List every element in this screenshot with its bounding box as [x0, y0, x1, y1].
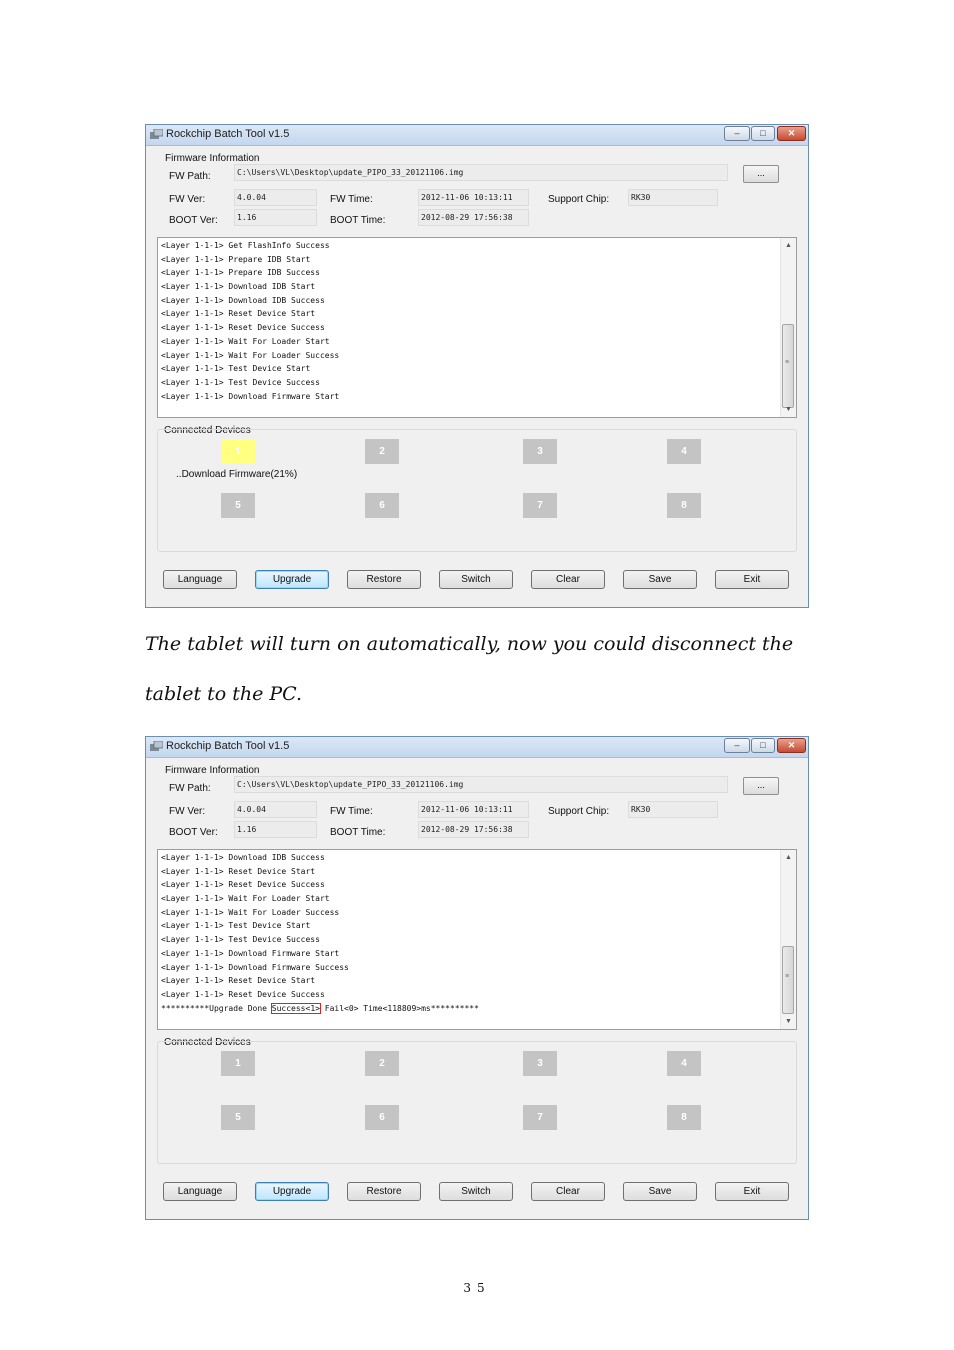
log-line: <Layer 1-1-1> Reset Device Success: [161, 880, 325, 890]
support-chip-field: RK30: [628, 801, 718, 818]
restore-button[interactable]: Restore: [347, 1182, 421, 1201]
success-count-highlight: Success<1>: [271, 1003, 320, 1013]
app-icon: [150, 741, 163, 752]
browse-button[interactable]: ...: [743, 165, 779, 183]
log-textbox[interactable]: [157, 237, 797, 418]
boot-time-label: BOOT Time:: [330, 827, 386, 838]
switch-button[interactable]: Switch: [439, 1182, 513, 1201]
window-title: Rockchip Batch Tool v1.5: [166, 740, 290, 752]
app-icon: [150, 129, 163, 140]
log-line: <Layer 1-1-1> Download Firmware Start: [161, 391, 340, 401]
restore-button[interactable]: Restore: [347, 570, 421, 589]
page-number: 35: [463, 1281, 491, 1295]
log-line: <Layer 1-1-1> Reset Device Start: [161, 309, 316, 319]
maximize-button[interactable]: □: [751, 738, 775, 753]
caption-line-1: The tablet will turn on automatically, now you could disconnect the: [145, 633, 794, 655]
support-chip-field: RK30: [628, 189, 718, 206]
device-slot-4[interactable]: 4: [667, 439, 701, 464]
title-bar: [146, 125, 808, 146]
log-line: <Layer 1-1-1> Prepare IDB Success: [161, 268, 320, 278]
window-title: Rockchip Batch Tool v1.5: [166, 128, 290, 140]
fw-time-field: 2012-11-06 10:13:11: [418, 801, 529, 818]
save-button[interactable]: Save: [623, 570, 697, 589]
boot-ver-label: BOOT Ver:: [169, 827, 218, 838]
scroll-thumb[interactable]: ≡: [782, 946, 794, 1014]
exit-button[interactable]: Exit: [715, 1182, 789, 1201]
support-chip-label: Support Chip:: [548, 806, 610, 817]
close-button[interactable]: ✕: [777, 126, 806, 141]
caption-line-2: tablet to the PC.: [145, 683, 303, 705]
boot-time-field: 2012-08-29 17:56:38: [418, 821, 529, 838]
device-status-text: Download Firmware(21%)..: [176, 469, 298, 480]
clear-button[interactable]: Clear: [531, 1182, 605, 1201]
log-line: <Layer 1-1-1> Download IDB Start: [161, 282, 316, 292]
language-button[interactable]: Language: [163, 570, 237, 589]
log-line: <Layer 1-1-1> Prepare IDB Start: [161, 254, 311, 264]
fw-path-label: FW Path:: [169, 171, 211, 182]
exit-button[interactable]: Exit: [715, 570, 789, 589]
fw-path-label: FW Path:: [169, 783, 211, 794]
boot-ver-label: BOOT Ver:: [169, 215, 218, 226]
log-line: <Layer 1-1-1> Reset Device Start: [161, 866, 316, 876]
device-slot-2[interactable]: 2: [365, 439, 399, 464]
log-line: <Layer 1-1-1> Reset Device Start: [161, 976, 316, 986]
maximize-button[interactable]: □: [751, 126, 775, 141]
scroll-up-icon[interactable]: ▲: [785, 242, 792, 249]
log-line: <Layer 1-1-1> Reset Device Success: [161, 323, 325, 333]
title-bar: [146, 737, 808, 758]
device-slot-8[interactable]: 8: [667, 1105, 701, 1130]
fw-ver-field: 4.0.04: [234, 801, 317, 818]
device-slot-1[interactable]: 1: [221, 439, 255, 464]
log-line: <Layer 1-1-1> Wait For Loader Success: [161, 907, 340, 917]
boot-time-field: 2012-08-29 17:56:38: [418, 209, 529, 226]
language-button[interactable]: Language: [163, 1182, 237, 1201]
browse-button[interactable]: ...: [743, 777, 779, 795]
connected-devices-group: [157, 1041, 797, 1164]
upgrade-done-suffix: Fail<0> Time<118809>ms**********: [319, 1003, 479, 1013]
fw-path-field: C:\Users\VL\Desktop\update_PIPO_33_20121106.img: [234, 776, 728, 793]
log-line: <Layer 1-1-1> Download Firmware Success: [161, 962, 349, 972]
upgrade-button[interactable]: Upgrade: [255, 1182, 329, 1201]
scroll-down-icon[interactable]: ▼: [785, 1018, 792, 1025]
device-slot-2[interactable]: 2: [365, 1051, 399, 1076]
device-slot-3[interactable]: 3: [523, 439, 557, 464]
upgrade-done-prefix: **********Upgrade Done: [161, 1003, 272, 1013]
log-line-final: [161, 1002, 479, 1016]
fw-ver-field: 4.0.04: [234, 189, 317, 206]
device-slot-6[interactable]: 6: [365, 1105, 399, 1130]
device-slot-4[interactable]: 4: [667, 1051, 701, 1076]
log-line: <Layer 1-1-1> Test Device Start: [161, 364, 311, 374]
switch-button[interactable]: Switch: [439, 570, 513, 589]
upgrade-button[interactable]: Upgrade: [255, 570, 329, 589]
device-slot-7[interactable]: 7: [523, 493, 557, 518]
log-lines: [161, 239, 339, 403]
boot-ver-field: 1.16: [234, 209, 317, 226]
log-textbox[interactable]: [157, 849, 797, 1030]
save-button[interactable]: Save: [623, 1182, 697, 1201]
log-scrollbar[interactable]: [780, 850, 796, 1029]
log-line: <Layer 1-1-1> Test Device Success: [161, 377, 320, 387]
support-chip-label: Support Chip:: [548, 194, 610, 205]
fw-time-label: FW Time:: [330, 806, 373, 817]
minimize-button[interactable]: –: [724, 738, 750, 753]
log-line: <Layer 1-1-1> Download Firmware Start: [161, 948, 340, 958]
log-scrollbar[interactable]: [780, 238, 796, 417]
log-line: <Layer 1-1-1> Wait For Loader Start: [161, 336, 330, 346]
connected-devices-group: [157, 429, 797, 552]
firmware-info-label: Firmware Information: [165, 765, 260, 776]
log-line: <Layer 1-1-1> Reset Device Success: [161, 989, 325, 999]
fw-path-field: C:\Users\VL\Desktop\update_PIPO_33_20121106.img: [234, 164, 728, 181]
connected-devices-label: Connected Devices: [164, 1037, 251, 1048]
fw-time-label: FW Time:: [330, 194, 373, 205]
device-slot-1[interactable]: 1: [221, 1051, 255, 1076]
log-line: <Layer 1-1-1> Test Device Success: [161, 935, 320, 945]
log-line: <Layer 1-1-1> Wait For Loader Success: [161, 350, 340, 360]
log-line: <Layer 1-1-1> Test Device Start: [161, 921, 311, 931]
scroll-up-icon[interactable]: ▲: [785, 854, 792, 861]
connected-devices-label: Connected Devices: [164, 425, 251, 436]
fw-ver-label: FW Ver:: [169, 806, 206, 817]
log-line: <Layer 1-1-1> Download IDB Success: [161, 853, 325, 862]
boot-ver-field: 1.16: [234, 821, 317, 838]
firmware-info-label: Firmware Information: [165, 153, 260, 164]
clear-button[interactable]: Clear: [531, 570, 605, 589]
scroll-down-icon[interactable]: ▼: [785, 406, 792, 413]
batch-tool-window-1: [145, 124, 809, 608]
scroll-thumb[interactable]: ≡: [782, 324, 794, 408]
fw-ver-label: FW Ver:: [169, 194, 206, 205]
device-slot-8[interactable]: 8: [667, 493, 701, 518]
device-slot-7[interactable]: 7: [523, 1105, 557, 1130]
device-slot-3[interactable]: 3: [523, 1051, 557, 1076]
device-slot-6[interactable]: 6: [365, 493, 399, 518]
boot-time-label: BOOT Time:: [330, 215, 386, 226]
fw-time-field: 2012-11-06 10:13:11: [418, 189, 529, 206]
batch-tool-window-2: [145, 736, 809, 1220]
close-button[interactable]: ✕: [777, 738, 806, 753]
log-line: <Layer 1-1-1> Download IDB Success: [161, 295, 325, 305]
device-slot-5[interactable]: 5: [221, 1105, 255, 1130]
log-line: <Layer 1-1-1> Get FlashInfo Success: [161, 241, 330, 250]
log-line: <Layer 1-1-1> Wait For Loader Start: [161, 894, 330, 904]
minimize-button[interactable]: –: [724, 126, 750, 141]
device-slot-5[interactable]: 5: [221, 493, 255, 518]
log-lines: [161, 851, 479, 1015]
